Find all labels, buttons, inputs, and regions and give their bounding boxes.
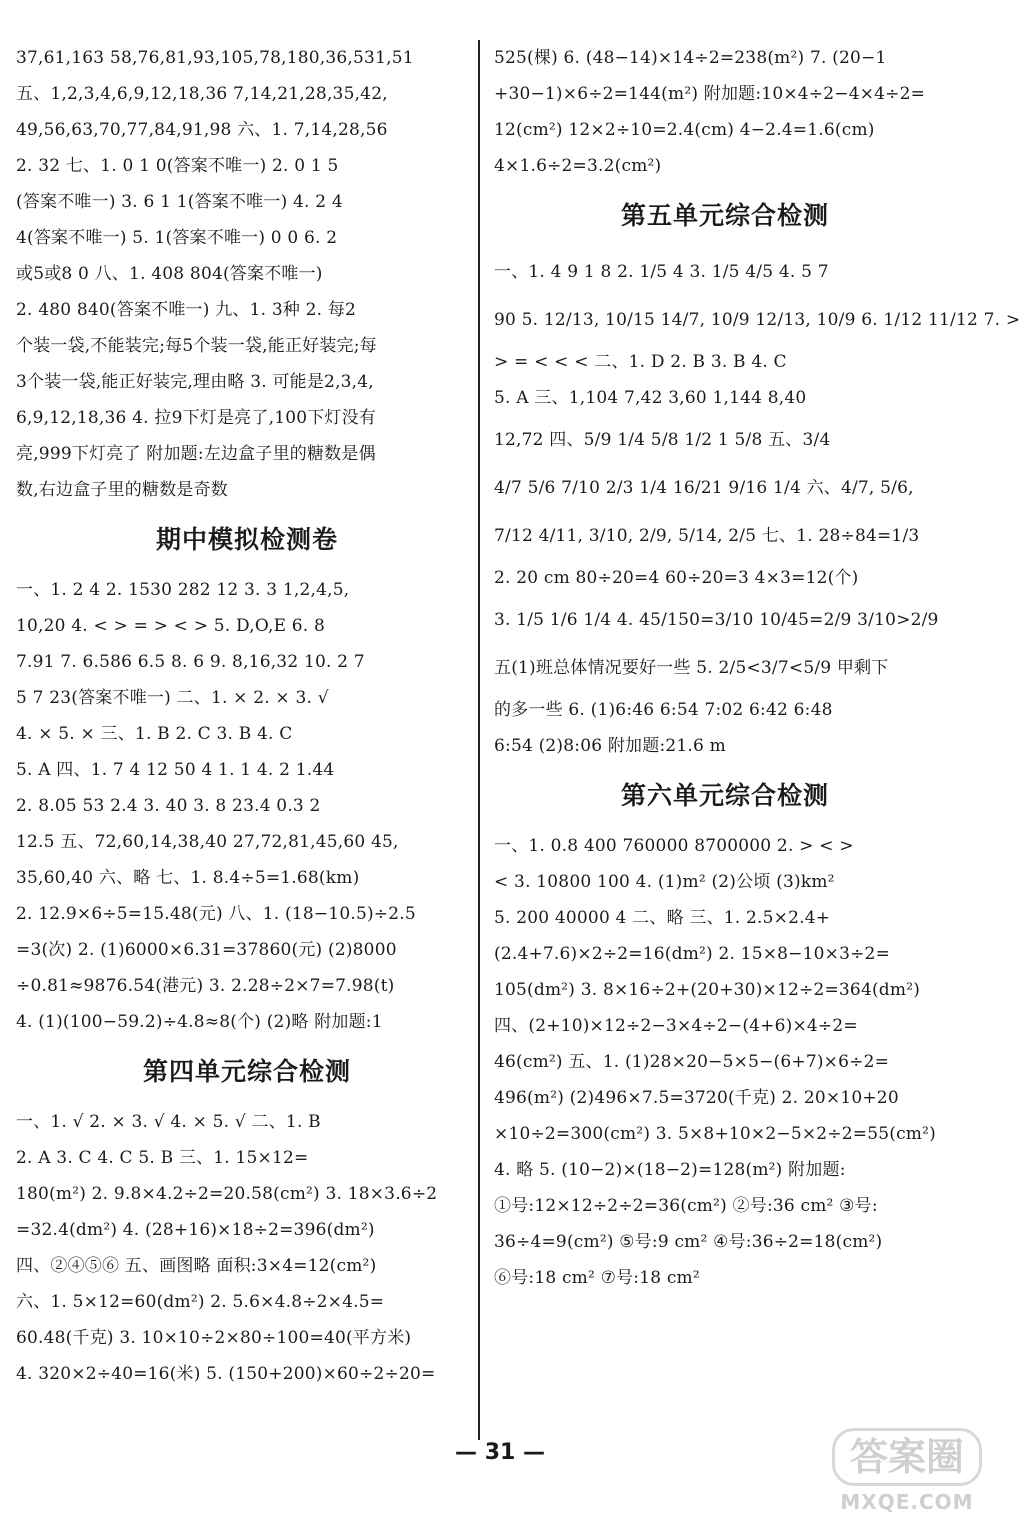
answer-line: 一、1. 4 9 1 8 2. 1/5 4 3. 1/5 4/5 4. 5 7 <box>494 262 829 282</box>
watermark-site: MXQE.COM <box>840 1490 974 1514</box>
answer-line: 2. A 3. C 4. C 5. B 三、1. 15×12= <box>16 1148 309 1168</box>
answer-line: 4×1.6÷2=3.2(cm²) <box>494 156 662 176</box>
answer-line: 525(棵) 6. (48−14)×14÷2=238(m²) 7. (20−1 <box>494 48 887 68</box>
answer-line: 3个装一袋,能正好装完,理由略 3. 可能是2,3,4, <box>16 372 374 392</box>
answer-line: 4. (1)(100−59.2)÷4.8≈8(个) (2)略 附加题:1 <box>16 1012 383 1032</box>
watermark-logo: 答案圈 <box>832 1428 982 1486</box>
answer-line: 个装一袋,不能装完;每5个装一袋,能正好装完;每 <box>16 336 377 356</box>
answer-line: 四、②④⑤⑥ 五、画图略 面积:3×4=12(cm²) <box>16 1256 377 1276</box>
answer-line: 四、(2+10)×12÷2−3×4÷2−(4+6)×4÷2= <box>494 1016 858 1036</box>
answer-line: 2. 20 cm 80÷20=4 60÷20=3 4×3=12(个) <box>494 568 859 588</box>
answer-line: ÷0.81≈9876.54(港元) 3. 2.28÷2×7=7.98(t) <box>16 976 395 996</box>
answer-line: 一、1. √ 2. × 3. √ 4. × 5. √ 二、1. B <box>16 1112 321 1132</box>
answer-line: 4. × 5. × 三、1. B 2. C 3. B 4. C <box>16 724 293 744</box>
answer-line: 49,56,63,70,77,84,91,98 六、1. 7,14,28,56 <box>16 120 388 140</box>
answer-line: +30−1)×6÷2=144(m²) 附加题:10×4÷2−4×4÷2= <box>494 84 926 104</box>
answer-line: 4. 320×2÷40=16(米) 5. (150+200)×60÷2÷20= <box>16 1364 436 1384</box>
answer-line: =3(次) 2. (1)6000×6.31=37860(元) (2)8000 <box>16 940 397 960</box>
answer-line: 6,9,12,18,36 4. 拉9下灯是亮了,100下灯没有 <box>16 408 377 428</box>
answer-line: 的多一些 6. (1)6:46 6:54 7:02 6:42 6:48 <box>494 700 833 720</box>
answer-line: 5. A 三、1,104 7,42 3,60 1,144 8,40 <box>494 388 807 408</box>
answer-line: > = < < < 二、1. D 2. B 3. B 4. C <box>494 352 787 372</box>
answer-line: 数,右边盒子里的糖数是奇数 <box>16 480 229 500</box>
answer-line: 2. 8.05 53 2.4 3. 40 3. 8 23.4 0.3 2 <box>16 796 321 816</box>
answer-line: 六、1. 5×12=60(dm²) 2. 5.6×4.8÷2×4.5= <box>16 1292 385 1312</box>
answer-line: 五(1)班总体情况要好一些 5. 2/5<3/7<5/9 甲剩下 <box>494 658 889 678</box>
answer-line: 90 5. 12/13, 10/15 14/7, 10/9 12/13, 10/9 6. 1/12 11/12 7. > <box>494 310 1020 330</box>
answer-line: 12,72 四、5/9 1/4 5/8 1/2 1 5/8 五、3/4 <box>494 430 831 450</box>
answer-line: 亮,999下灯亮了 附加题:左边盒子里的糖数是偶 <box>16 444 376 464</box>
answer-line: 180(m²) 2. 9.8×4.2÷2=20.58(cm²) 3. 18×3.6÷2 <box>16 1184 438 1204</box>
answer-line: ①号:12×12÷2÷2=36(cm²) ②号:36 cm² ③号: <box>494 1196 878 1216</box>
answer-line: 60.48(千克) 3. 10×10÷2×80÷100=40(平方米) <box>16 1328 412 1348</box>
answer-line: < 3. 10800 100 4. (1)m² (2)公顷 (3)km² <box>494 872 835 892</box>
answer-line: 五、1,2,3,4,6,9,12,18,36 7,14,21,28,35,42, <box>16 84 388 104</box>
answer-line: 4. 略 5. (10−2)×(18−2)=128(m²) 附加题: <box>494 1160 846 1180</box>
answer-line: =32.4(dm²) 4. (28+16)×18÷2=396(dm²) <box>16 1220 375 1240</box>
answer-line: 36÷4=9(cm²) ⑤号:9 cm² ④号:36÷2=18(cm²) <box>494 1232 883 1252</box>
answer-line: 一、1. 2 4 2. 1530 282 12 3. 3 1,2,4,5, <box>16 580 350 600</box>
answer-line: 10,20 4. < > = > < > 5. D,O,E 6. 8 <box>16 616 326 636</box>
answer-line: 105(dm²) 3. 8×16÷2+(20+30)×12÷2=364(dm²) <box>494 980 921 1000</box>
section-heading: 第四单元综合检测 <box>142 1057 351 1086</box>
section-heading: 期中模拟检测卷 <box>155 525 338 554</box>
answer-line: 7/12 4/11, 3/10, 2/9, 5/14, 2/5 七、1. 28÷84=1/3 <box>494 526 920 546</box>
section-heading: 第六单元综合检测 <box>620 781 829 810</box>
answer-line: 7.91 7. 6.586 6.5 8. 6 9. 8,16,32 10. 2 7 <box>16 652 365 672</box>
answer-line: 2. 32 七、1. 0 1 0(答案不唯一) 2. 0 1 5 <box>16 156 339 176</box>
left-column <box>16 40 478 1392</box>
answer-line: 或5或8 0 八、1. 408 804(答案不唯一) <box>16 264 323 284</box>
answer-line: 一、1. 0.8 400 760000 8700000 2. > < > <box>494 836 854 856</box>
answer-line: 5. A 四、1. 7 4 12 50 4 1. 1 4. 2 1.44 <box>16 760 335 780</box>
column-divider <box>478 40 480 1440</box>
watermark <box>832 1428 982 1518</box>
answer-line: ⑥号:18 cm² ⑦号:18 cm² <box>494 1268 700 1288</box>
answer-line: 35,60,40 六、略 七、1. 8.4÷5=1.68(km) <box>16 868 360 888</box>
answer-line: 37,61,163 58,76,81,93,105,78,180,36,531,51 <box>16 48 414 68</box>
answer-line: 12(cm²) 12×2÷10=2.4(cm) 4−2.4=1.6(cm) <box>494 120 875 140</box>
answer-line: 496(m²) (2)496×7.5=3720(千克) 2. 20×10+20 <box>494 1088 899 1108</box>
answer-line: (2.4+7.6)×2÷2=16(dm²) 2. 15×8−10×3÷2= <box>494 944 891 964</box>
answer-line: 46(cm²) 五、1. (1)28×20−5×5−(6+7)×6÷2= <box>494 1052 890 1072</box>
answer-line: 12.5 五、72,60,14,38,40 27,72,81,45,60 45, <box>16 832 399 852</box>
answer-line: (答案不唯一) 3. 6 1 1(答案不唯一) 4. 2 4 <box>16 192 343 212</box>
answer-line: 5. 200 40000 4 二、略 三、1. 2.5×2.4+ <box>494 908 831 928</box>
answer-line: 4(答案不唯一) 5. 1(答案不唯一) 0 0 6. 2 <box>16 228 338 248</box>
answer-line: 4/7 5/6 7/10 2/3 1/4 16/21 9/16 1/4 六、4/7, 5/6, <box>494 478 914 498</box>
answer-line: 5 7 23(答案不唯一) 二、1. × 2. × 3. √ <box>16 688 329 708</box>
answer-line: 6:54 (2)8:06 附加题:21.6 m <box>494 736 726 756</box>
section-heading: 第五单元综合检测 <box>620 201 829 230</box>
answer-line: 2. 480 840(答案不唯一) 九、1. 3种 2. 每2 <box>16 300 357 320</box>
answer-line: 2. 12.9×6÷5=15.48(元) 八、1. (18−10.5)÷2.5 <box>16 904 416 924</box>
page-number: — 31 — <box>455 1440 545 1465</box>
right-column <box>494 40 1020 1296</box>
answer-line: 3. 1/5 1/6 1/4 4. 45/150=3/10 10/45=2/9 3/10>2/9 <box>494 610 939 630</box>
answer-line: ×10÷2=300(cm²) 3. 5×8+10×2−5×2÷2=55(cm²) <box>494 1124 936 1144</box>
